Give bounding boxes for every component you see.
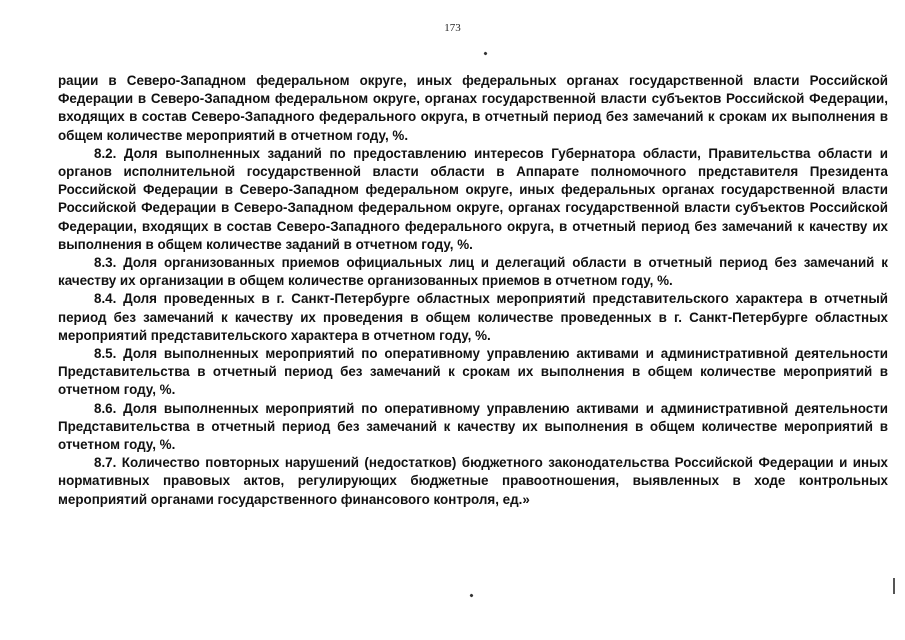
- scan-edge-mark: [893, 578, 895, 594]
- paragraph-8-4: 8.4. Доля проведенных в г. Санкт-Петербурге областных мероприятий представительского характера в отчетный период без замечаний к качеству их проведения в общем количестве проведенных в г. Санкт-Петербурге областных мероприятий представительского характера в отчетном году, %.: [58, 291, 888, 343]
- paragraph-8-5: 8.5. Доля выполненных мероприятий по оперативному управлению активами и административной деятельности Представительства в отчетный период без замечаний к срокам их выполнения в общем количестве мероприятий в отчетном году, %.: [58, 346, 888, 398]
- paragraph-8-7: 8.7. Количество повторных нарушений (недостатков) бюджетного законодательства Российской Федерации и иных нормативных правовых актов, регулирующих бюджетные правоотношения, выявленных в ходе контрольных мероприятий органами государственного финансового контроля, ед.»: [58, 455, 888, 507]
- scan-mark: [483, 51, 487, 55]
- scan-mark: [469, 593, 473, 597]
- paragraph-8-6: 8.6. Доля выполненных мероприятий по оперативному управлению активами и административной деятельности Представительства в отчетный период без замечаний к качеству их выполнения в общем количестве мероприятий в отчетном году, %.: [58, 400, 888, 453]
- document-body: [58, 72, 888, 509]
- page-number: 173: [444, 22, 461, 34]
- paragraph-8-3: 8.3. Доля организованных приемов официальных лиц и делегаций области в отчетный период без замечаний к качеству их организации в общем количестве организованных приемов в отчетном году, %.: [58, 255, 888, 289]
- paragraph-continuation: рации в Северо-Западном федеральном округе, иных федеральных органах государственной власти Российской Федерации в Северо-Западном федеральном округе, органах государственной власти субъектов Российской Федерации, входящих в состав Северо-Западного федерального округа, в отчетный период без замечаний к срокам их выполнения в общем количестве мероприятий в отчетном году, %.: [58, 73, 888, 143]
- paragraph-8-2: 8.2. Доля выполненных заданий по предоставлению интересов Губернатора области, Правительства области и органов исполнительной государственной власти области в Аппарате полномочного представителя Президента Российской Федерации в Северо-Западном федеральном округе, иных федеральных органах государственной власти Российской Федерации в Северо-Западном федеральном округе, органах государственной власти субъектов Российской Федерации, входящих в состав Северо-Западного федерального округа, в отчетный период без замечаний к качеству их выполнения в общем количестве заданий в отчетном году, %.: [58, 145, 888, 252]
